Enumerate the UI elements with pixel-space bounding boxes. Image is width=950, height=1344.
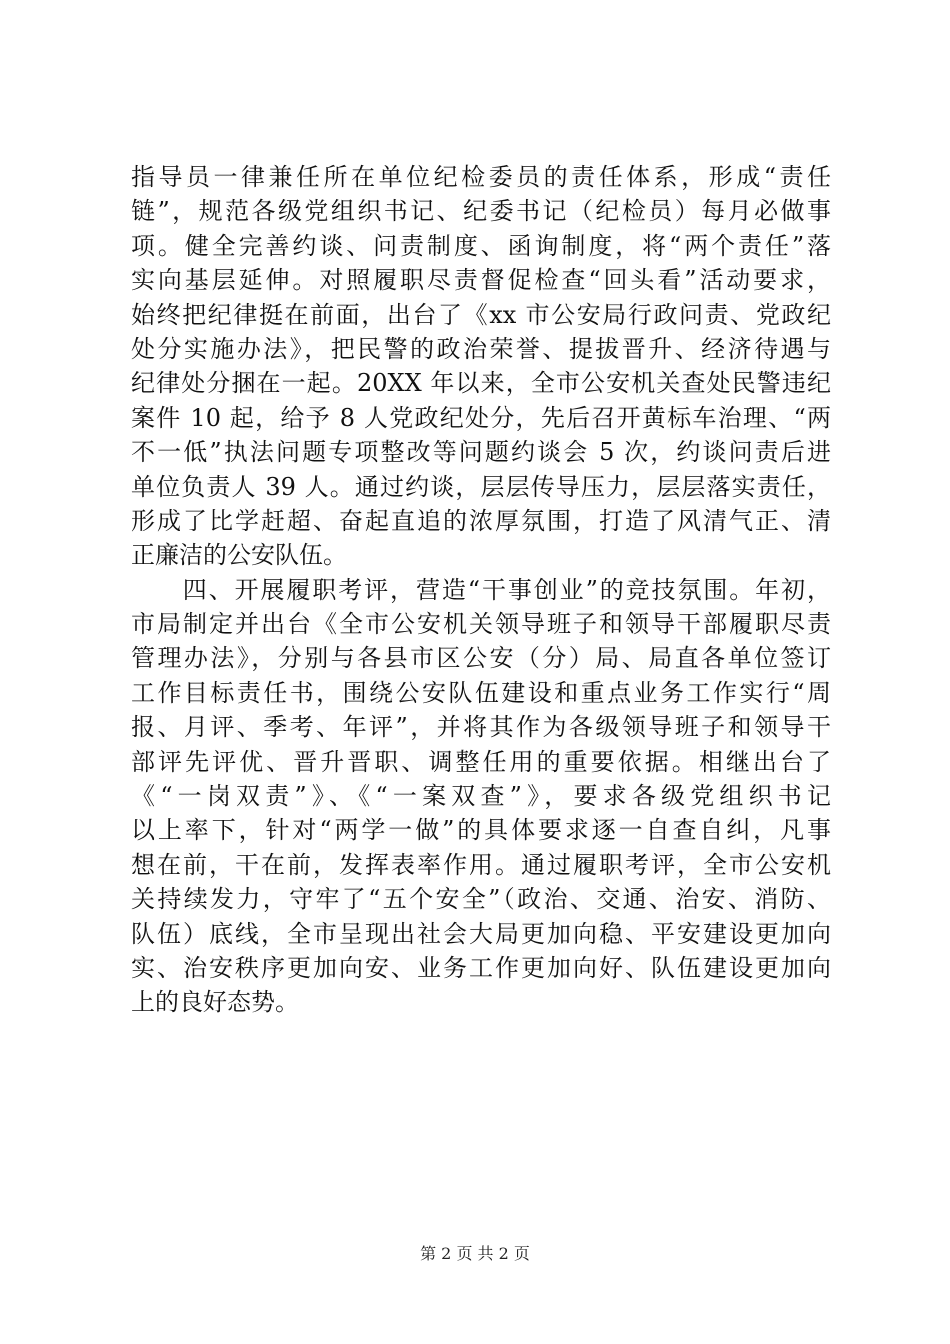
text-line: 关持续发力，守牢了“五个安全”（政治、交通、治安、消防、	[131, 885, 831, 914]
page-number-footer: 第 2 页 共 2 页	[420, 1244, 530, 1263]
text-line: 链”，规范各级党组织书记、纪委书记（纪检员）每月必做事	[131, 197, 831, 226]
text-line: 指导员一律兼任所在单位纪检委员的责任体系，形成“责任	[131, 163, 831, 191]
text-line: 队伍）底线，全市呈现出社会大局更加向稳、平安建设更加向	[131, 919, 831, 948]
text-line: 报、月评、季考、年评”，并将其作为各级领导班子和领导干	[131, 713, 831, 742]
body-text	[131, 160, 831, 1020]
text-line: 实、治安秩序更加向安、业务工作更加向好、队伍建设更加向	[131, 953, 831, 982]
text-line: 管理办法》，分别与各县市区公安（分）局、局直各单位签订	[131, 644, 831, 673]
text-line: 部评先评优、晋升晋职、调整任用的重要依据。相继出台了	[131, 747, 831, 776]
text-line: 处分实施办法》，把民警的政治荣誉、提拔晋升、经济待遇与	[131, 334, 831, 363]
text-line: 不一低”执法问题专项整改等问题约谈会 5 次，约谈问责后进	[131, 438, 831, 467]
text-line: 形成了比学赶超、奋起直追的浓厚氛围，打造了风清气正、清	[131, 506, 831, 535]
text-line: 想在前，干在前，发挥表率作用。通过履职考评，全市公安机	[131, 850, 831, 879]
text-line: 市局制定并出台《全市公安机关领导班子和领导干部履职尽责	[131, 610, 831, 639]
paragraph-end-line: 正廉洁的公安队伍。	[131, 541, 347, 570]
text-line: 项。健全完善约谈、问责制度、函询制度，将“两个责任”落	[131, 231, 831, 260]
text-line: 以上率下，针对“两学一做”的具体要求逐一自查自纠，凡事	[131, 816, 831, 845]
text-line: 《“一岗双责”》、《“一案双查”》，要求各级党组织书记	[131, 782, 831, 811]
text-line: 单位负责人 39 人。通过约谈，层层传导压力，层层落实责任，	[131, 472, 831, 501]
paragraph-start-line: 四、开展履职考评，营造“干事创业”的竞技氛围。年初，	[131, 575, 831, 604]
paragraph-end-line: 上的良好态势。	[131, 988, 299, 1017]
text-line: 实向基层延伸。对照履职尽责督促检查“回头看”活动要求，	[131, 266, 831, 295]
text-line: 纪律处分捆在一起。20XX 年以来，全市公安机关查处民警违纪	[131, 369, 831, 398]
text-line: 案件 10 起，给予 8 人党政纪处分，先后召开黄标车治理、“两	[131, 403, 831, 432]
text-line: 工作目标责任书，围绕公安队伍建设和重点业务工作实行“周	[131, 678, 831, 707]
text-line: 始终把纪律挺在前面，出台了《xx 市公安局行政问责、党政纪	[131, 300, 831, 329]
